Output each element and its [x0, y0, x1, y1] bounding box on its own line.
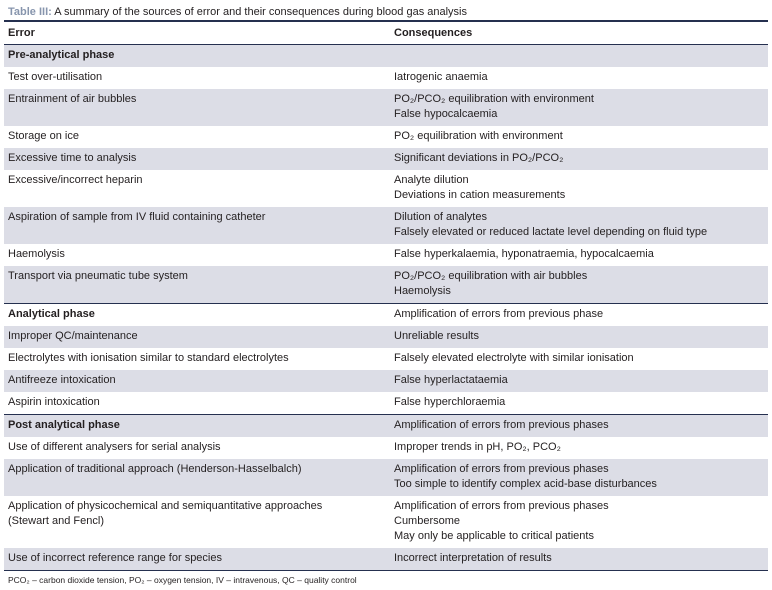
error-text: Excessive/incorrect heparin [8, 174, 143, 186]
error-cell [4, 126, 390, 148]
phase-header-row [4, 304, 768, 327]
error-text: Post analytical phase [8, 419, 120, 431]
table-row [4, 244, 768, 266]
table-footnote: PCO₂ – carbon dioxide tension, PO₂ – oxygen tension, IV – intravenous, QC – quality control [8, 575, 357, 585]
error-summary-table [4, 20, 768, 571]
phase-header-row [4, 415, 768, 438]
consequence-text: False hyperkalaemia, hyponatraemia, hypocalcaemia [394, 248, 654, 260]
consequences-cell [390, 207, 768, 244]
table-label: Table III: [8, 6, 52, 18]
error-text: Test over-utilisation [8, 71, 103, 83]
consequence-text: Amplification of errors from previous phases [394, 419, 609, 431]
table-row [4, 170, 768, 207]
error-cell [4, 45, 390, 68]
error-cell [4, 148, 390, 170]
error-text: Excessive time to analysis [8, 152, 137, 164]
consequence-text: Falsely elevated electrolyte with similar ionisation [394, 352, 634, 364]
consequence-text: PO₂/PCO₂ equilibration with environment [394, 93, 594, 105]
consequence-text: Cumbersome [394, 515, 461, 527]
error-cell [4, 170, 390, 207]
error-text: Storage on ice [8, 130, 79, 142]
error-text: Electrolytes with ionisation similar to standard electrolytes [8, 352, 289, 364]
consequence-text: False hyperchloraemia [394, 396, 506, 408]
consequence-text: Unreliable results [394, 330, 479, 342]
error-cell [4, 326, 390, 348]
consequence-text: Significant deviations in PO₂/PCO₂ [394, 152, 564, 164]
table-row [4, 126, 768, 148]
consequences-cell [390, 548, 768, 571]
table-row [4, 370, 768, 392]
consequence-text: Iatrogenic anaemia [394, 71, 488, 83]
error-text: Improper QC/maintenance [8, 330, 138, 342]
error-text: Use of incorrect reference range for species [8, 552, 222, 564]
table-row [4, 266, 768, 304]
error-cell [4, 348, 390, 370]
consequences-cell [390, 244, 768, 266]
consequences-cell [390, 67, 768, 89]
error-text: (Stewart and Fencl) [8, 515, 104, 527]
error-text: Entrainment of air bubbles [8, 93, 137, 105]
table-row [4, 459, 768, 496]
error-cell [4, 496, 390, 548]
error-text: Transport via pneumatic tube system [8, 270, 188, 282]
consequence-text: Amplification of errors from previous phase [394, 308, 604, 320]
table-title: A summary of the sources of error and their consequences during blood gas analysis [51, 6, 467, 18]
error-text: Analytical phase [8, 308, 95, 320]
table-row [4, 67, 768, 89]
table-body [4, 45, 768, 571]
table-row [4, 207, 768, 244]
consequence-text: Deviations in cation measurements [394, 189, 566, 201]
table-row [4, 148, 768, 170]
consequences-cell [390, 126, 768, 148]
consequence-text: Improper trends in pH, PO₂, PCO₂ [394, 441, 561, 453]
consequence-text: Too simple to identify complex acid-base disturbances [394, 478, 657, 490]
consequences-cell [390, 266, 768, 304]
error-text: Application of traditional approach (Henderson-Hasselbalch) [8, 463, 302, 475]
error-text: Aspirin intoxication [8, 396, 100, 408]
consequence-text: False hyperlactataemia [394, 374, 508, 386]
consequence-text: Dilution of analytes [394, 211, 487, 223]
error-text: Use of different analysers for serial analysis [8, 441, 221, 453]
table-row [4, 496, 768, 548]
error-cell [4, 459, 390, 496]
table-header-row [4, 21, 768, 45]
consequences-cell [390, 370, 768, 392]
consequences-cell [390, 326, 768, 348]
consequence-text: Amplification of errors from previous phases [394, 500, 609, 512]
table-caption [4, 5, 768, 20]
error-cell [4, 415, 390, 438]
consequences-cell [390, 304, 768, 327]
error-cell [4, 437, 390, 459]
table-row [4, 437, 768, 459]
error-cell [4, 207, 390, 244]
error-text: Haemolysis [8, 248, 65, 260]
consequence-text: Incorrect interpretation of results [394, 552, 552, 564]
error-cell [4, 392, 390, 415]
error-cell [4, 244, 390, 266]
consequence-text: Amplification of errors from previous phases [394, 463, 609, 475]
consequences-cell [390, 89, 768, 126]
error-text: Antifreeze intoxication [8, 374, 116, 386]
consequences-cell [390, 459, 768, 496]
error-text: Application of physicochemical and semiquantitative approaches [8, 500, 323, 512]
consequences-cell [390, 170, 768, 207]
error-cell [4, 304, 390, 327]
consequences-cell [390, 496, 768, 548]
table-row [4, 548, 768, 571]
consequence-text: May only be applicable to critical patients [394, 530, 594, 542]
consequence-text: False hypocalcaemia [394, 108, 498, 120]
phase-header-row [4, 45, 768, 68]
consequences-cell [390, 392, 768, 415]
consequence-text: PO₂ equilibration with environment [394, 130, 563, 142]
error-text: Aspiration of sample from IV fluid containing catheter [8, 211, 266, 223]
column-header-error: Error [4, 21, 390, 45]
table-row [4, 392, 768, 415]
error-cell [4, 266, 390, 304]
table-row [4, 89, 768, 126]
consequences-cell [390, 45, 768, 68]
consequences-cell [390, 415, 768, 438]
error-text: Pre-analytical phase [8, 49, 115, 61]
table-row [4, 348, 768, 370]
consequences-cell [390, 148, 768, 170]
error-cell [4, 89, 390, 126]
consequence-text: PO₂/PCO₂ equilibration with air bubbles [394, 270, 588, 282]
column-header-consequences: Consequences [390, 21, 768, 45]
error-cell [4, 67, 390, 89]
error-cell [4, 370, 390, 392]
table-row [4, 326, 768, 348]
consequence-text: Haemolysis [394, 285, 451, 297]
consequence-text: Falsely elevated or reduced lactate level depending on fluid type [394, 226, 708, 238]
consequences-cell [390, 348, 768, 370]
consequences-cell [390, 437, 768, 459]
consequence-text: Analyte dilution [394, 174, 469, 186]
error-cell [4, 548, 390, 571]
